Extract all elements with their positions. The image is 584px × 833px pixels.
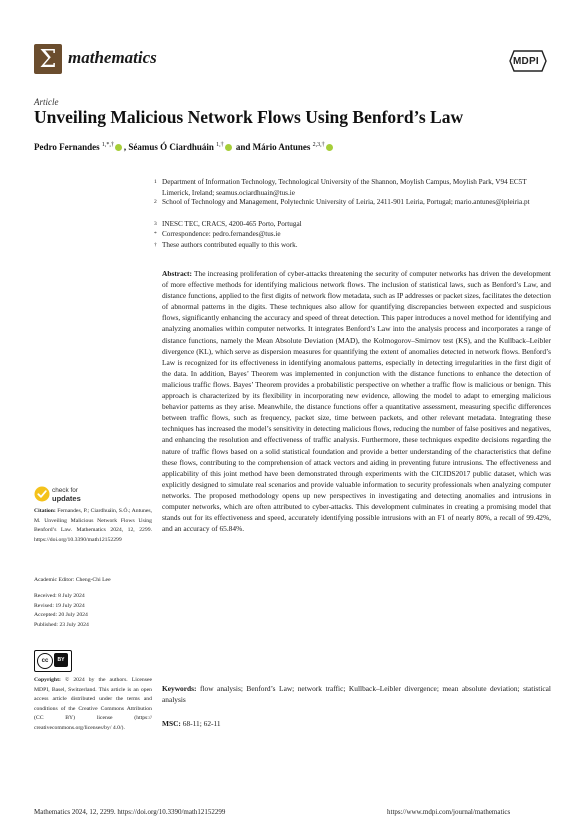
orcid-icon[interactable] (115, 144, 122, 151)
check-updates-icon (34, 486, 50, 502)
author-conjunction: and (235, 142, 251, 152)
affiliation-text: These authors contributed equally to this work. (162, 241, 298, 249)
academic-editor: Academic Editor: Cheng-Chi Lee (34, 577, 111, 583)
keywords-text: flow analysis; Benford’s Law; network traffic; Kullback–Leibler divergence; mean absolute deviation; statistical analysis (162, 684, 551, 705)
mdpi-logo[interactable] (506, 49, 550, 78)
author-affiliation-marks: 1,† (216, 142, 224, 148)
author-name: Mário Antunes (252, 142, 311, 152)
affiliation-item (154, 229, 532, 240)
affiliation-item (154, 177, 532, 198)
affiliation-number: 2 (154, 199, 157, 205)
affiliation-text: Department of Information Technology, Technological University of the Shannon, Moylish Campus, Moylish Park, V94 EC5T Limerick, Ireland; seamus.ociardhuain@tus.ie (162, 178, 527, 197)
date-received: Received: 8 July 2024 (34, 593, 85, 599)
msc-label: MSC: (162, 719, 181, 728)
journal-name[interactable]: mathematics (68, 48, 157, 67)
keywords-label: Keywords: (162, 684, 197, 693)
footer-citation[interactable]: Mathematics 2024, 12, 2299. https://doi.org/10.3390/math12152299 (34, 808, 226, 816)
orcid-icon[interactable] (326, 144, 333, 151)
check-updates-line1: check for (52, 487, 78, 494)
by-icon: BY (54, 653, 68, 667)
citation (34, 507, 152, 545)
copyright-text: © 2024 by the authors. Licensee MDPI, Basel, Switzerland. This article is an open access article distributed under the terms and conditions of the Creative Commons Attribution (CC BY) license (https:// creativecommons.org/licenses/by/ 4.0/). (34, 677, 152, 731)
affiliation-item (154, 219, 532, 230)
date-accepted: Accepted: 20 July 2024 (34, 612, 88, 618)
copyright-notice (34, 676, 152, 733)
citation-text: Fernandes, P.; Ciardhuáin, S.Ó.; Antunes, M. Unveiling Malicious Network Flows Using Benford’s Law. Mathematics 2024, 12, 2299. https://doi.org/10.3390/math12152299 (34, 508, 152, 543)
keywords (162, 683, 551, 705)
affiliation-number: 3 (154, 221, 157, 227)
affiliation-text: INESC TEC, CRACS, 4200-465 Porto, Portugal (162, 220, 302, 228)
abstract (162, 268, 551, 534)
cc-by-license-badge[interactable] (34, 650, 72, 672)
affiliation-text: Correspondence: pedro.fernandes@tus.ie (162, 230, 281, 238)
cc-icon: cc (37, 653, 53, 669)
check-updates-line2: updates (52, 493, 81, 503)
publication-dates (34, 592, 152, 630)
citation-label: Citation: (34, 508, 56, 514)
copyright-label: Copyright: (34, 677, 61, 683)
check-for-updates-text[interactable] (52, 487, 81, 502)
article-title: Unveiling Malicious Network Flows Using Benford’s Law (34, 107, 464, 127)
author-name: Pedro Fernandes (34, 142, 100, 152)
affiliation-item (154, 240, 532, 251)
check-for-updates-badge[interactable] (34, 486, 50, 507)
abstract-text: The increasing proliferation of cyber-attacks threatening the security of computer networks has driven the development of more effective methods for identifying malicious network flows. The inclusion of statistical laws, such as Benford’s Law, and distance functions, applied to the first digits of network flow metadata, such as IP addresses or packet sizes, facilitates the detection of abnormal patterns in the digits. These techniques also allow for quantifying discrepancies between expected and suspicious flows, significantly enhancing the accuracy and speed of threat detection. This paper introduces a novel method for identifying and analyzing anomalies within computer networks. It integrates Benford’s Law into the analysis process and incorporates a range of distance functions, namely the Mean Absolute Deviation (MAD), the Kolmogorov–Smirnov test (KS), and the Kullback–Leibler divergence (KL), which serve as dispersion measures for quantifying the extent of anomalies detected in network flows. Benford’s Law is recognized for its effectiveness in identifying anomalous patterns, especially in detecting irregularities in the first digit of the data. In addition, Bayes’ Theorem was implemented in conjunction with the distance functions to enhance the detection of malicious traffic flows. Bayes’ Theorem provides a probabilistic perspective on whether a traffic flow is malicious or benign. This approach is characterized by its flexibility in incorporating new evidence, allowing the model to adapt to emerging malicious behavior patterns as they arise. Meanwhile, the distance functions offer a quantitative assessment, measuring specific differences between traffic flows, such as frequency, packet size, time between packets, and other relevant metadata. Integrating these techniques has increased the model’s sensitivity in detecting malicious flows, reducing the number of false positives and negatives, and enhancing the resolution and effectiveness of traffic analysis. Furthermore, these techniques expedite decisions regarding the nature of traffic flows based on a solid statistical foundation and provide a better understanding of the characteristics that define these flows, contributing to the comprehension of attack vectors and aiding in preventing future intrusions. The effectiveness and applicability of this joint method have been demonstrated through experiments with the CICIDS2017 public dataset, which was explicitly designed to simulate real scenarios and provide valuable information to security professionals when analyzing computer networks. The proposed methodology opens up new perspectives in investigating and detecting anomalies and intrusions in computer networks, which are often attributed to cyber-attacks. This development culminates in creating a promising model that stands out for its effectiveness and speed, accurately identifying possible intrusions with an F1 of nearly 80%, a recall of 99.42%, and an accuracy of 65.84%. (162, 269, 551, 534)
mdpi-logo-text: MDPI (513, 56, 539, 67)
affiliation-number: † (154, 242, 157, 248)
author-name: Séamus Ó Ciardhuáin (128, 142, 214, 152)
date-published: Published: 23 July 2024 (34, 621, 89, 628)
journal-logo (34, 44, 62, 74)
msc-text: 68-11; 62-11 (182, 719, 221, 728)
msc-codes (162, 718, 551, 729)
affiliation-number: 1 (154, 179, 157, 185)
author-affiliation-marks: 1,*,† (101, 142, 114, 148)
author-list: Pedro Fernandes $^{1,*,\dagger}$ , Séamus Ó Ciardhuáin $^{1,\dagger}$ and Mário Antunes $^{2,3,\dagger}$ (34, 142, 335, 152)
abstract-label: Abstract: (162, 269, 192, 278)
footer-journal-url[interactable]: https://www.mdpi.com/journal/mathematics (387, 808, 511, 816)
orcid-icon[interactable] (225, 144, 232, 151)
author-affiliation-marks: 2,3,† (312, 142, 325, 148)
date-revised: Revised: 19 July 2024 (34, 602, 85, 609)
article-type: Article (34, 97, 59, 107)
sigma-icon: Σ (39, 45, 57, 73)
affiliation-text: School of Technology and Management, Polytechnic University of Leiria, 2411-901 Leiria, Portugal; mario.antunes@ipleiria.pt (162, 198, 530, 206)
affiliation-item (154, 197, 532, 208)
affiliation-number: * (154, 231, 157, 237)
